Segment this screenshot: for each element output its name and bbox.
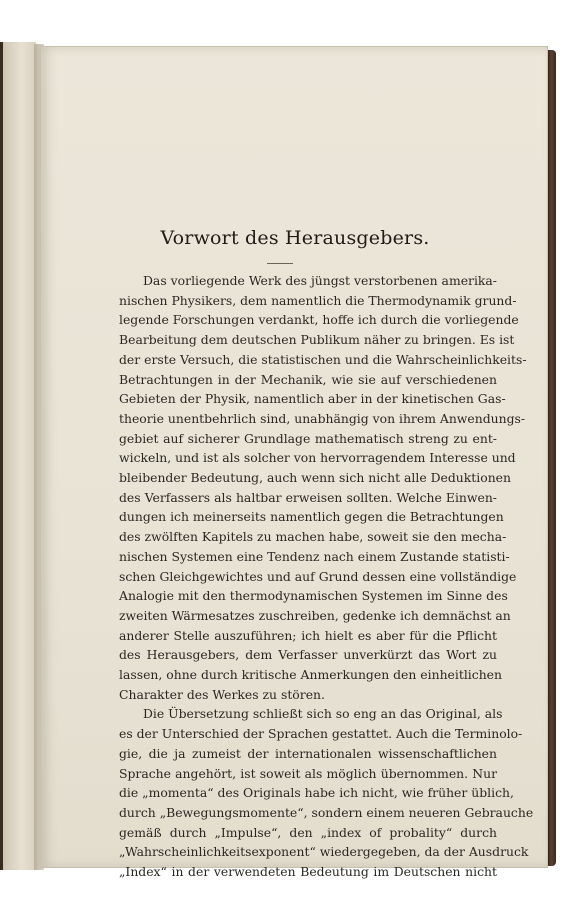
text-line: schen Gleichgewichtes und auf Grund dessen eine vollständige xyxy=(119,568,517,584)
text-line: zweiten Wärmesatzes zuschreiben, gedenke ich demnächst an xyxy=(119,607,511,623)
text-line: des Verfassers als haltbar erweisen sollten. Welche Einwen- xyxy=(119,489,497,505)
text-line: Sprache angehört, ist soweit als möglich übernommen. Nur xyxy=(119,765,497,781)
text-line: der erste Versuch, die statistischen und die Wahrscheinlichkeits- xyxy=(119,351,527,367)
text-line: Die Übersetzung schließt sich so eng an das Original, als xyxy=(143,706,503,722)
text-line: „Index“ in der verwendeten Bedeutung im Deutschen nicht xyxy=(119,864,497,880)
text-line: wickeln, und ist als solcher von hervorragendem Interesse und xyxy=(119,450,516,466)
text-line: legende Forschungen verdankt, hoffe ich durch die vorliegende xyxy=(119,312,519,328)
left-page-edge xyxy=(0,42,36,870)
page-title: Vorwort des Herausgebers. xyxy=(160,227,430,249)
text-line: gemäß durch „Impulse“, den „index of probality“ durch xyxy=(119,824,497,840)
text-line: des zwölften Kapitels zu machen habe, soweit sie den mecha- xyxy=(119,529,507,545)
text-line: nischen Systemen eine Tendenz nach einem Zustande statisti- xyxy=(119,548,510,564)
text-line: Betrachtungen in der Mechanik, wie sie auf verschiedenen xyxy=(119,371,497,387)
text-line: Bearbeitung dem deutschen Publikum näher zu bringen. Es ist xyxy=(119,332,515,348)
page-body xyxy=(119,271,534,882)
text-line: es der Unterschied der Sprachen gestattet. Auch die Terminolo- xyxy=(119,726,523,742)
text-line: die „momenta“ des Originals habe ich nicht, wie früher üblich, xyxy=(119,785,514,801)
text-line: gie, die ja zumeist der internationalen wissenschaftlichen xyxy=(119,745,497,761)
text-line: Analogie mit den thermodynamischen Systemen im Sinne des xyxy=(119,588,508,604)
text-line: theorie unentbehrlich sind, unabhängig von ihrem Anwendungs- xyxy=(119,410,526,426)
text-line: lassen, ohne durch kritische Anmerkungen den einheitlichen xyxy=(119,667,502,683)
text-line: Gebieten der Physik, namentlich aber in der kinetischen Gas- xyxy=(119,391,506,407)
text-line: des Herausgebers, dem Verfasser unverkürzt das Wort zu xyxy=(119,647,497,663)
text-line: bleibender Bedeutung, auch wenn sich nicht alle Deduktionen xyxy=(119,470,511,486)
open-book xyxy=(0,38,560,880)
book-page xyxy=(40,46,548,880)
text-line: anderer Stelle auszuführen; ich hielt es aber für die Pflicht xyxy=(119,627,497,643)
text-line: gebiet auf sicherer Grundlage mathematisch streng zu ent- xyxy=(119,430,497,446)
text-line: dungen ich meinerseits namentlich gegen die Betrachtungen xyxy=(119,509,504,525)
text-line: „Wahrscheinlichkeitsexponent“ wiedergegeben, da der Ausdruck xyxy=(119,844,529,860)
text-line: durch „Bewegungsmomente“, sondern einem neueren Gebrauche xyxy=(119,804,534,820)
text-line: Charakter des Werkes zu stören. xyxy=(119,686,325,702)
text-line: nischen Physikers, dem namentlich die Thermodynamik grund- xyxy=(119,292,517,308)
title-rule xyxy=(267,263,293,264)
text-line: Das vorliegende Werk des jüngst verstorbenen amerika- xyxy=(143,273,497,288)
